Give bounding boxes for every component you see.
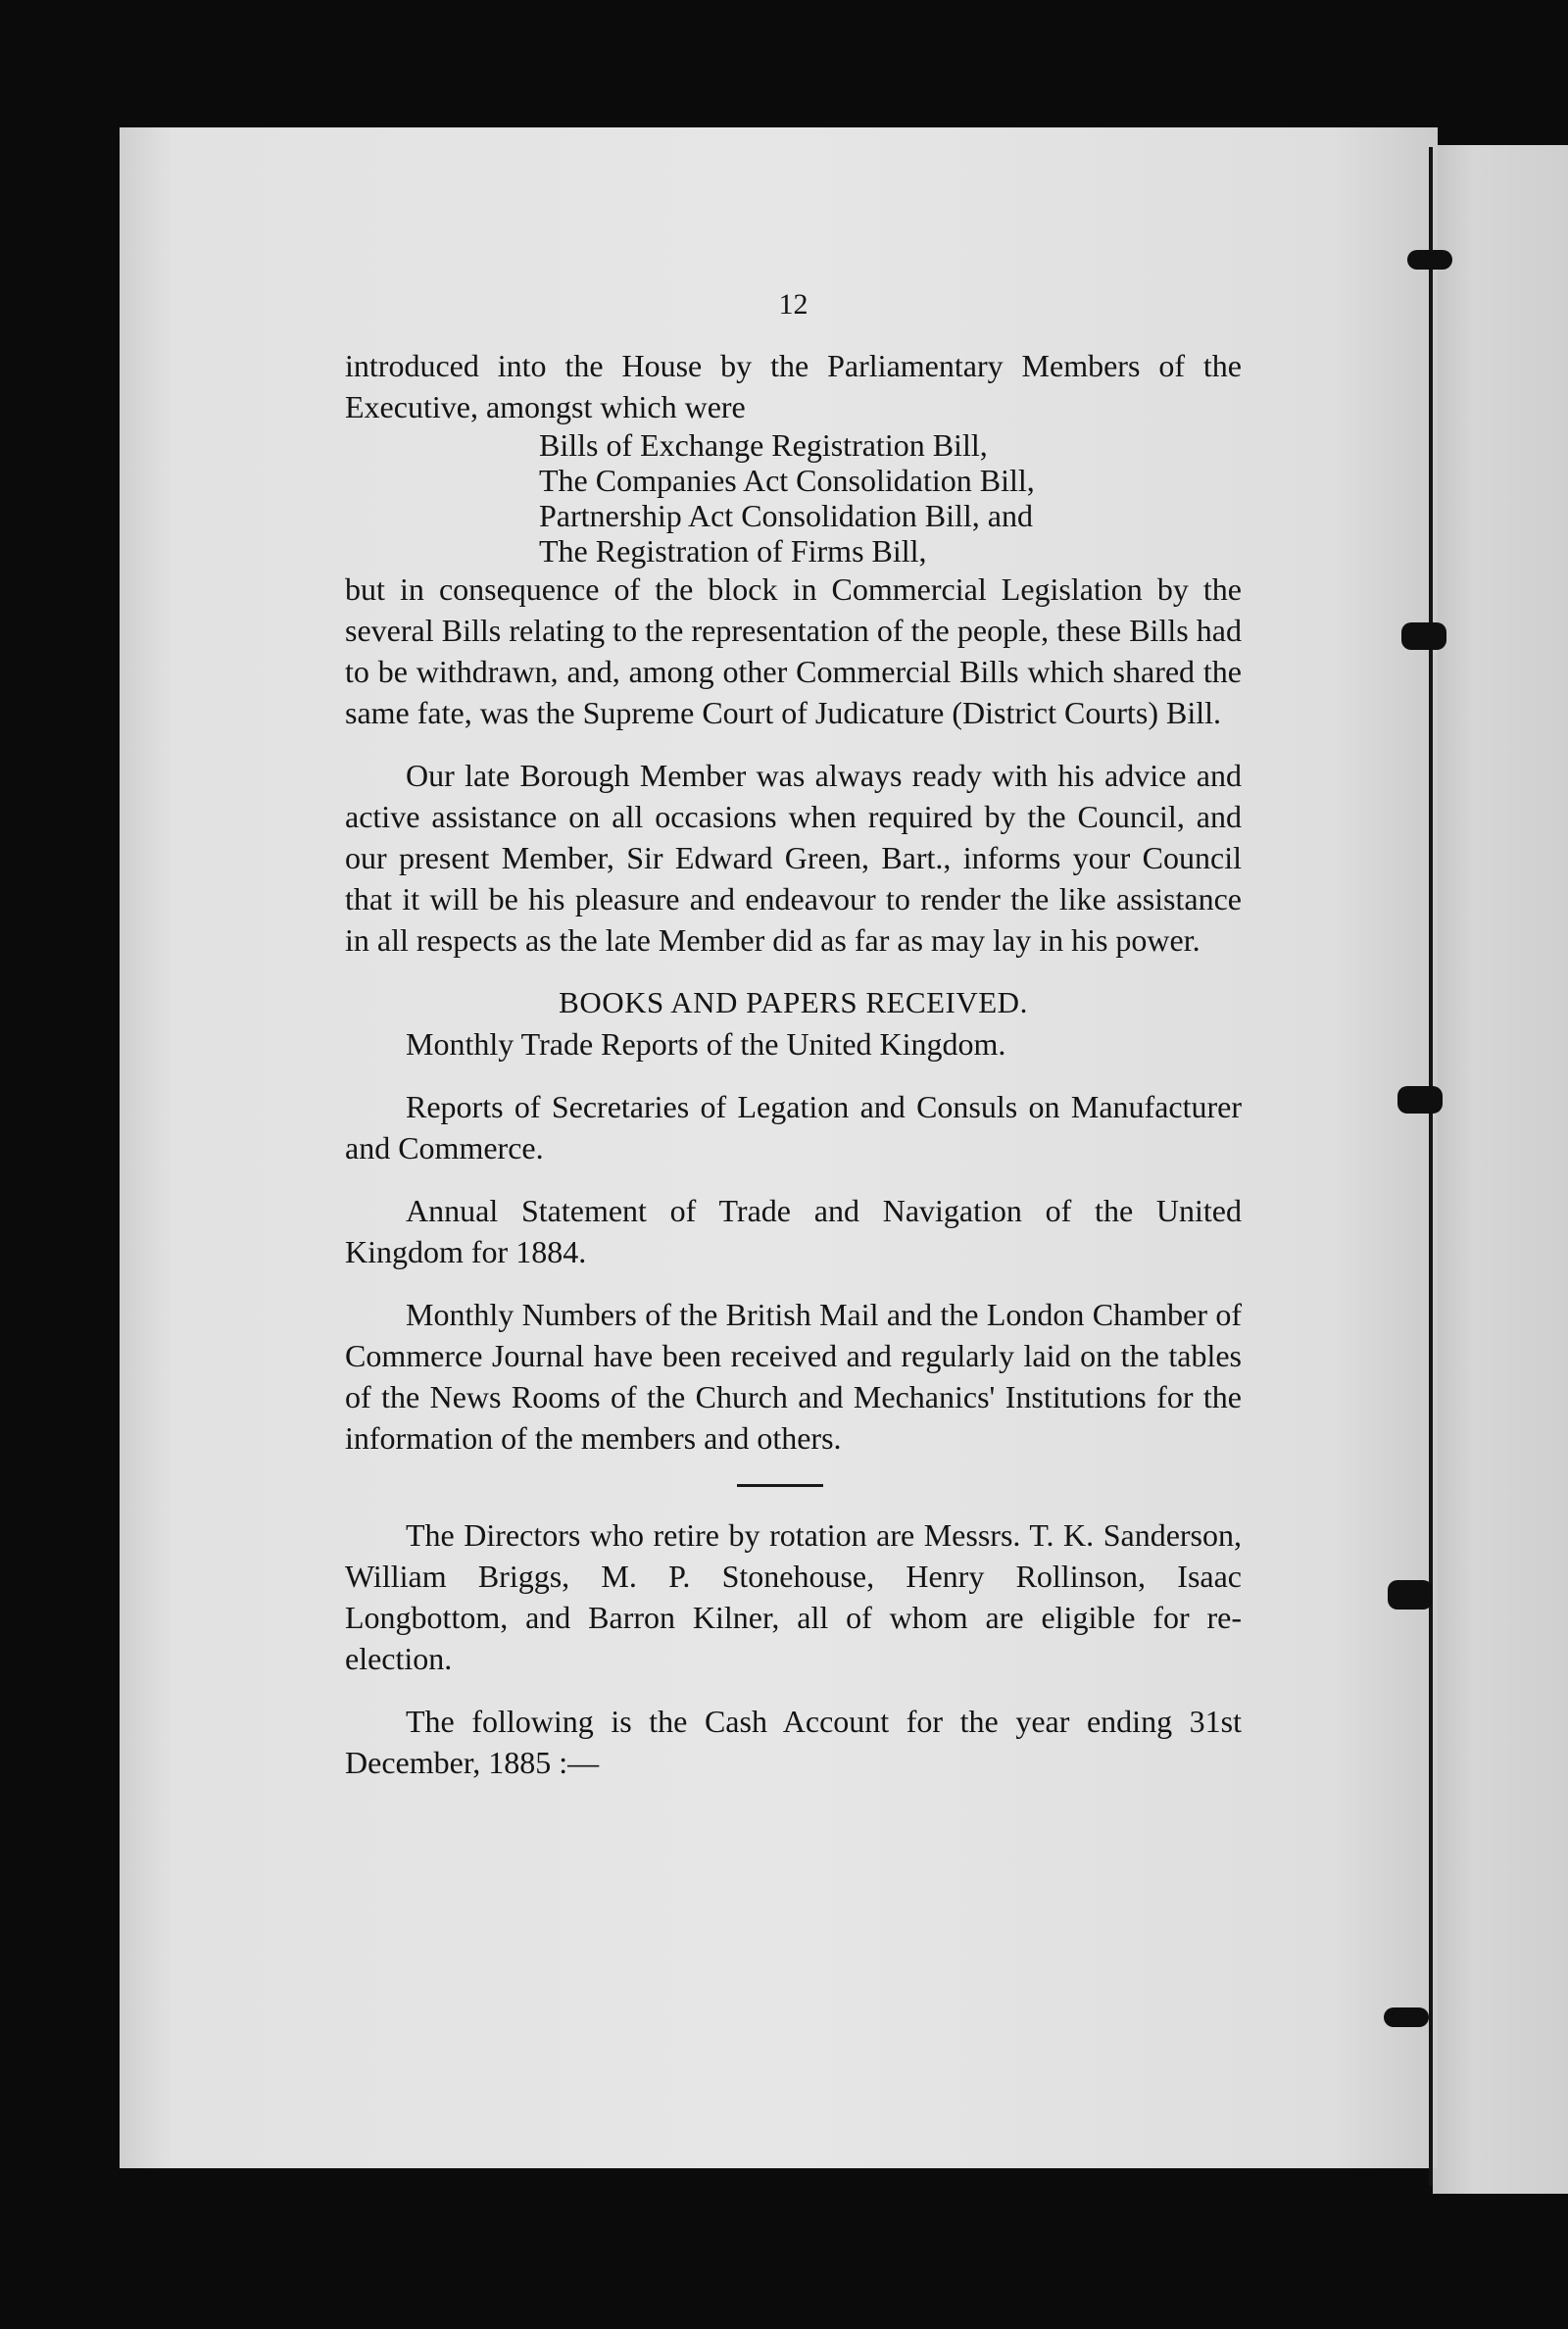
next-page-edge (1433, 145, 1568, 2194)
books-item: Monthly Numbers of the British Mail and the London Chamber of Commerce Journal have been received and regularly laid on the tables of the News Rooms of the Church and Mechanics' Institutions for the information of the members and others. (345, 1297, 1242, 1456)
books-item: Monthly Trade Reports of the United Kingdom. (406, 1026, 1006, 1062)
books-item: Annual Statement of Trade and Navigation of the United Kingdom for 1884. (345, 1193, 1242, 1269)
binding-knot (1407, 250, 1452, 270)
binding-knot (1397, 1086, 1443, 1114)
bill-item: The Companies Act Consolidation Bill, (539, 463, 1035, 498)
cash-account-paragraph: The following is the Cash Account for the year ending 31st December, 1885 :— (345, 1704, 1242, 1780)
continuation-paragraph: but in consequence of the block in Commercial Legislation by the several Bills relating to the representation of the people, these Bills had to be withdrawn, and, among other Commercial Bills which shared the same fate, was the Supreme Court of Judicature (District Courts) Bill. (345, 571, 1242, 730)
directors-paragraph: The Directors who retire by rotation are Messrs. T. K. Sanderson, William Briggs, M. P. Stonehouse, Henry Rollinson, Isaac Longbottom, and Barron Kilner, all of whom are eligible for re-election. (345, 1517, 1242, 1676)
page-number: 12 (778, 288, 808, 321)
bill-item: Bills of Exchange Registration Bill, (539, 427, 988, 463)
section-divider (737, 1484, 823, 1487)
binding-knot (1388, 1580, 1433, 1610)
bill-item: The Registration of Firms Bill, (539, 533, 927, 569)
page-text (345, 284, 1242, 1783)
binding-thread (1429, 147, 1433, 2186)
bill-item: Partnership Act Consolidation Bill, and (539, 498, 1033, 533)
books-item: Reports of Secretaries of Legation and Consuls on Manufacturer and Commerce. (345, 1089, 1242, 1165)
books-heading: BOOKS AND PAPERS RECEIVED. (559, 985, 1028, 1019)
intro-paragraph: introduced into the House by the Parliamentary Members of the Executive, amongst which were (345, 348, 1242, 424)
binding-knot (1384, 2007, 1429, 2027)
binding-knot (1401, 622, 1446, 650)
bills-list (539, 427, 1242, 569)
borough-member-paragraph: Our late Borough Member was always ready with his advice and active assistance on all occasions when required by the Council, and our present Member, Sir Edward Green, Bart., informs your Council that it will be his pleasure and endeavour to render the like assistance in all respects as the late Member did as far as may lay in his power. (345, 758, 1242, 958)
